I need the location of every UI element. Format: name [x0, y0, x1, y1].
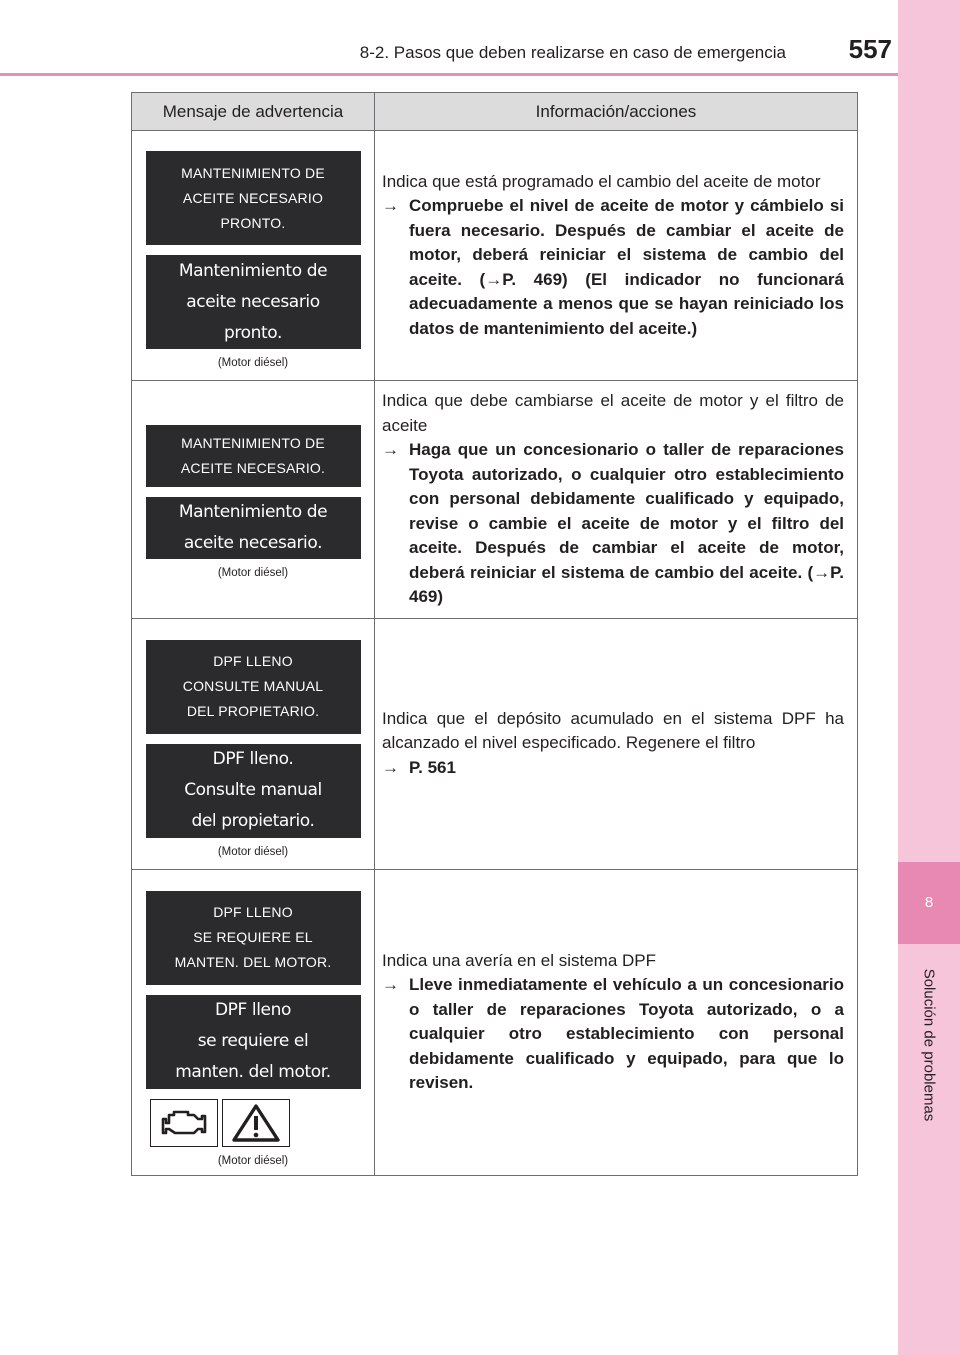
display-message-diesel: DPF lleno se requiere el manten. del motor. [146, 995, 361, 1089]
display-message: MANTENIMIENTO DE ACEITE NECESARIO PRONTO. [146, 151, 361, 245]
arrow-icon: → [382, 196, 399, 216]
table-row [132, 618, 858, 869]
caption: (Motor diésel) [217, 845, 289, 858]
message-cell [132, 131, 375, 381]
action [382, 973, 844, 1096]
section-title: 8-2. Pasos que deben realizarse en caso de emergencia [359, 43, 786, 62]
display-message: MANTENIMIENTO DE ACEITE NECESARIO. [146, 425, 361, 487]
header-message: Mensaje de advertencia [132, 93, 375, 131]
info-cell [375, 381, 858, 619]
table-row [132, 869, 858, 1175]
table-header-row [132, 93, 858, 131]
check-engine-icon [150, 1099, 218, 1147]
header-divider [0, 73, 898, 76]
table-row [132, 381, 858, 619]
display-message-diesel: Mantenimiento de aceite necesario pronto. [146, 255, 361, 349]
header-info: Información/acciones [375, 93, 858, 131]
action-text: Lleve inmediatamente el vehículo a un concesionario o taller de reparaciones Toyota autorizado, o a cualquier otro establecimiento con personal debidamente cualificado y equipado, para que lo revisen. [409, 975, 844, 1092]
info-cell [375, 131, 858, 381]
display-message: DPF LLENO SE REQUIERE EL MANTEN. DEL MOTOR. [146, 891, 361, 985]
table-row [132, 131, 858, 381]
arrow-icon: → [382, 440, 399, 459]
info-cell [375, 618, 858, 869]
arrow-icon: → [382, 975, 399, 994]
chapter-number: 8 [898, 862, 960, 944]
display-message-diesel: DPF lleno. Consulte manual del propietario. [146, 744, 361, 838]
description: Indica que debe cambiarse el aceite de motor y el filtro de aceite [382, 391, 844, 435]
description: Indica una avería en el sistema DPF [382, 950, 657, 970]
action-text: P. 561 [409, 757, 456, 777]
page-number: 557 [848, 34, 892, 64]
description: Indica que está programado el cambio del aceite de motor [382, 171, 821, 191]
message-cell [132, 869, 375, 1175]
action-text: Compruebe el nivel de aceite de motor y cámbielo si fuera necesario. Después de cambiar el aceite de motor, deberá reiniciar el sistema de cambio del aceite. (→P. 469) (El indicador no funcionará adecuadamente a menos que se hayan reiniciado los datos de mantenimiento del aceite.) [409, 196, 844, 338]
warning-message-table [131, 92, 858, 1176]
warning-triangle-icon [222, 1099, 290, 1147]
arrow-icon: → [382, 757, 399, 777]
display-message: DPF LLENO CONSULTE MANUAL DEL PROPIETARIO. [146, 640, 361, 734]
caption: (Motor diésel) [217, 1154, 289, 1167]
caption: (Motor diésel) [217, 567, 289, 579]
chapter-side-tab [898, 0, 960, 1355]
action [382, 194, 844, 341]
action [382, 438, 844, 610]
caption: (Motor diésel) [217, 357, 289, 369]
action-text: Haga que un concesionario o taller de reparaciones Toyota autorizado, o cualquier otro establecimiento con personal debidamente cualificado y equipado, revise o cambie el aceite de motor y el filtro del aceite. Después de cambiar el aceite de motor, deberá reiniciar el sistema de cambio del aceite. (→P. 469) [409, 440, 844, 606]
message-cell [132, 618, 375, 869]
display-message-diesel: Mantenimiento de aceite necesario. [146, 497, 361, 559]
warning-lights [150, 1099, 290, 1147]
message-cell [132, 381, 375, 619]
info-cell [375, 869, 858, 1175]
description: Indica que el depósito acumulado en el sistema DPF ha alcanzado el nivel especificado. Regenere el filtro [382, 708, 844, 753]
action [382, 756, 844, 781]
chapter-title: Solución de problemas [920, 968, 938, 1122]
